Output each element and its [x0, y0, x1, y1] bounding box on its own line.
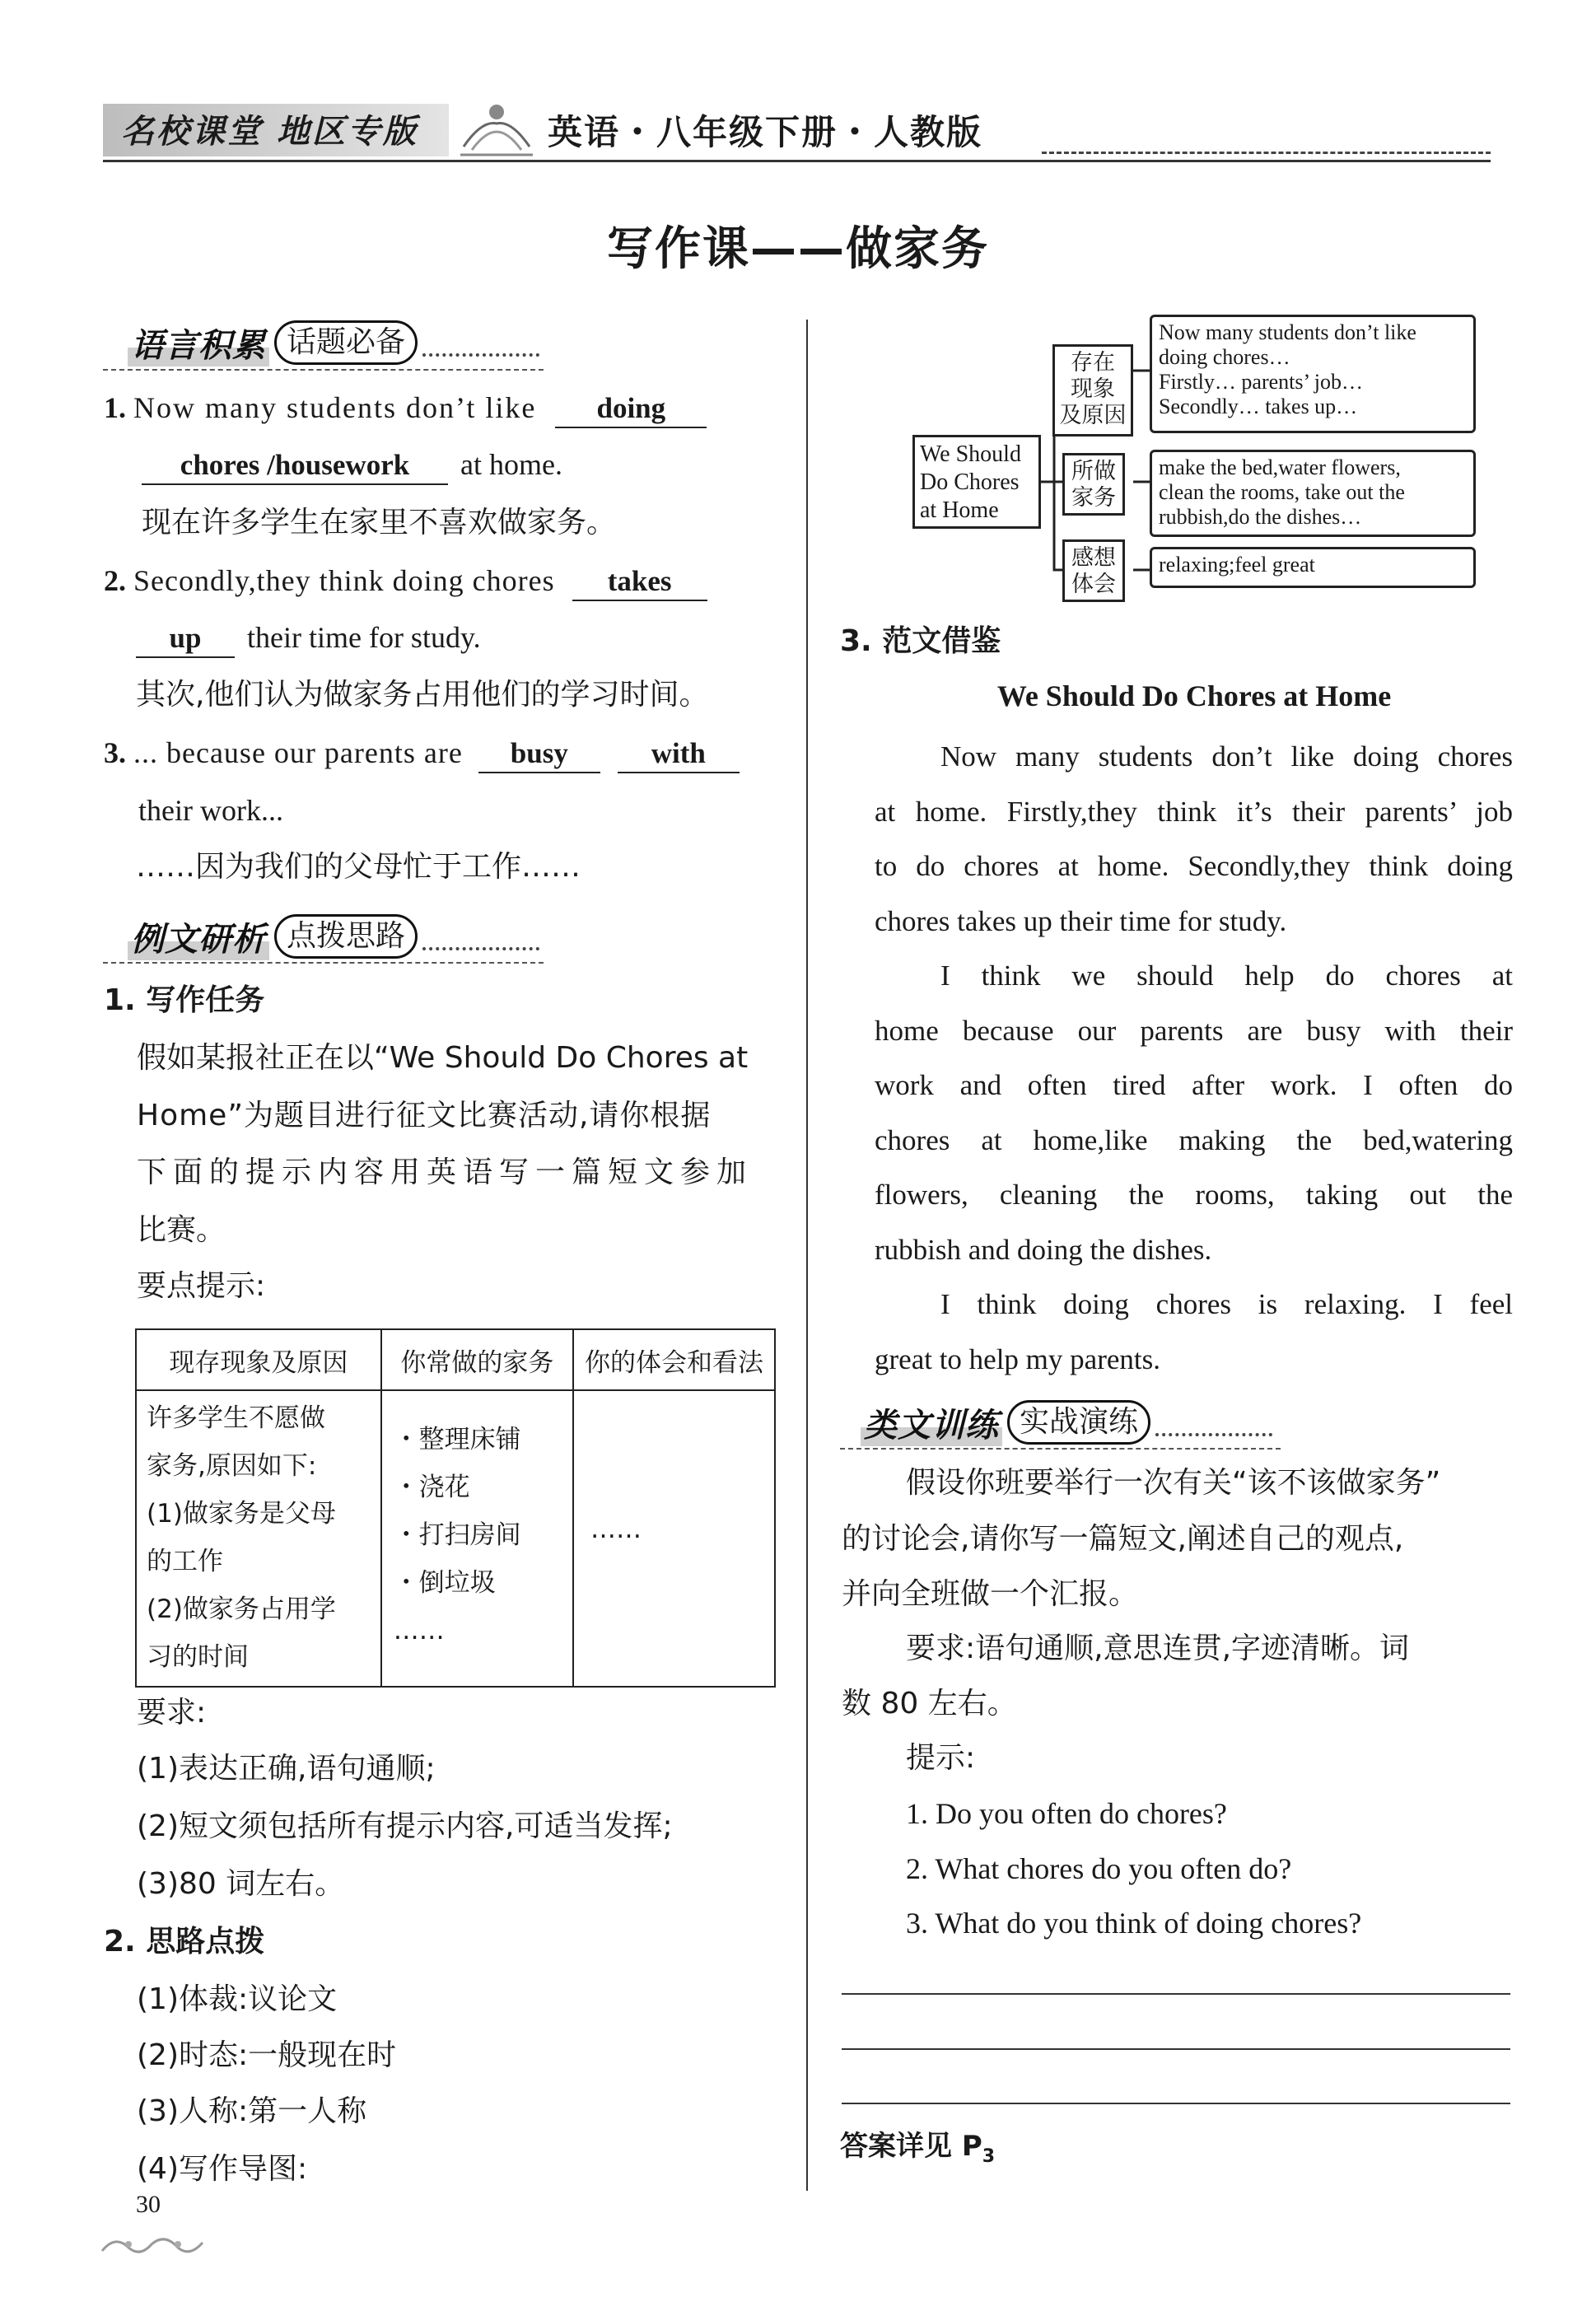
header-brand: 名校课堂 地区专版 [121, 113, 418, 151]
q3-blank2[interactable]: with [618, 735, 740, 773]
q3-post: their work... [138, 794, 283, 827]
thinking-item-1: (1)体裁:议论文 [137, 1982, 338, 2016]
practice-text-5: 数 80 左右。 [842, 1687, 1017, 1720]
q3-text: ... because our parents are [133, 736, 463, 769]
table-line: ・打扫房间 [393, 1520, 521, 1550]
root-line: We Should [920, 441, 1021, 467]
table-cell-phenomenon [136, 1390, 381, 1687]
table-line: 许多学生不愿做 [147, 1403, 325, 1433]
root-line: at Home [920, 497, 999, 523]
q1-text: Now many students don’t like [133, 391, 537, 424]
essay-line: chores at home,like making the bed,watering [875, 1123, 1513, 1156]
task-text-1: 假如某报社正在以“We Should Do Chores at [137, 1041, 749, 1075]
practice-question-3: 3. What do you think of doing chores? [906, 1907, 1362, 1940]
vocab-q1-line2 [142, 446, 562, 485]
section-rule [840, 1448, 1281, 1450]
branch-box-feelings [1150, 547, 1476, 588]
header-rule [103, 160, 1491, 162]
essay-line: flowers, cleaning the rooms, taking out the [875, 1179, 1513, 1211]
practice-text-4: 要求:语句通顺,意思连贯,字迹清晰。词 [906, 1632, 1410, 1665]
model-title: We Should Do Chores at Home [996, 679, 1392, 712]
essay-line: I think we should help do chores at [940, 959, 1513, 992]
thinking-item-3: (3)人称:第一人称 [137, 2094, 367, 2128]
table-line: …… [590, 1515, 642, 1544]
header-subject: 英语・八年级下册・人教版 [548, 112, 983, 152]
essay-line: home because our parents are busy with their [875, 1014, 1513, 1047]
table-header: 你常做的家务 [381, 1329, 573, 1390]
hint-table [135, 1328, 776, 1688]
task-text-3: 下面的提示内容用英语写一篇短文参加 [137, 1156, 754, 1189]
q1-post: at home. [460, 448, 562, 481]
answer-line[interactable] [842, 1993, 1510, 1995]
q1-translation: 现在许多学生在家里不喜欢做家务。 [142, 506, 617, 539]
q1-number: 1. [104, 391, 126, 424]
branch-box-line: clean the rooms, take out the [1159, 480, 1405, 504]
essay-line: chores takes up their time for study. [875, 904, 1287, 937]
branch-label-chores [1062, 453, 1125, 516]
header-fountain-icon [457, 96, 535, 161]
section-heading-analysis [128, 910, 539, 963]
essay-line: Now many students don’t like doing chores [940, 740, 1513, 773]
q3-blank1[interactable]: busy [478, 735, 600, 773]
vocab-q2-line2 [136, 619, 481, 658]
q1-blank2[interactable]: chores /housework [142, 447, 448, 485]
page-number: 30 [136, 2191, 161, 2218]
branch-label-phenomenon [1052, 344, 1133, 437]
task-text-4: 比赛。 [137, 1213, 226, 1247]
branch-label-line: 体会 [1071, 572, 1116, 597]
branch-label-line: 家务 [1071, 485, 1116, 511]
section-subtitle: 话题必备 [274, 320, 418, 365]
branch-box-line: rubbish,do the dishes… [1159, 505, 1362, 529]
table-line: 家务,原因如下: [147, 1451, 317, 1481]
q2-text: Secondly,they think doing chores [133, 564, 555, 597]
section-dots [422, 329, 539, 357]
practice-text-1: 假设你班要举行一次有关“该不该做家务” [906, 1466, 1441, 1500]
section-heading-practice [861, 1396, 1272, 1449]
branch-label-line: 存在 [1071, 350, 1115, 376]
answer-line[interactable] [842, 2103, 1510, 2104]
section-rule [103, 369, 544, 371]
requirement-2: (2)短文须包括所有提示内容,可适当发挥; [137, 1809, 673, 1843]
branch-box-line: Now many students don’t like [1159, 320, 1416, 344]
q2-translation: 其次,他们认为做家务占用他们的学习时间。 [136, 678, 709, 712]
model-essay [875, 730, 1513, 1387]
q2-number: 2. [104, 564, 126, 597]
q2-blank2[interactable]: up [136, 620, 235, 658]
page-header [103, 92, 1491, 168]
vocab-q3-line1 [104, 735, 740, 773]
answer-reference-page: 3 [982, 2145, 996, 2167]
answer-reference-text: 答案详见 P [840, 2130, 982, 2163]
header-dashed-rule [1042, 152, 1491, 154]
table-line: ・浇花 [393, 1473, 470, 1502]
section-title: 例文研析 [128, 913, 269, 960]
answer-line[interactable] [842, 2048, 1510, 2050]
branch-label-line: 现象 [1071, 376, 1115, 402]
branch-box-line: Firstly… parents’ job… [1159, 370, 1363, 394]
table-header: 现存现象及原因 [136, 1329, 381, 1390]
branch-box-line: Secondly… takes up… [1159, 395, 1358, 418]
model-heading: 3. 范文借鉴 [840, 624, 1001, 658]
section-title: 语言积累 [128, 320, 269, 366]
branch-box-chores [1150, 450, 1476, 537]
table-header: 你的体会和看法 [573, 1329, 775, 1390]
table-line: …… [393, 1616, 445, 1646]
essay-line: I think doing chores is relaxing. I feel [940, 1288, 1513, 1320]
task-heading: 1. 写作任务 [104, 983, 265, 1017]
branch-box-line: make the bed,water flowers, [1159, 455, 1401, 479]
branch-box-line: doing chores… [1159, 345, 1290, 369]
essay-line: to do chores at home. Secondly,they think doing [875, 850, 1513, 882]
table-line: (1)做家务是父母 [147, 1499, 336, 1529]
thinking-item-2: (2)时态:一般现在时 [137, 2038, 397, 2072]
section-heading-vocab [128, 316, 539, 369]
practice-hint-label: 提示: [906, 1741, 976, 1775]
section-subtitle: 实战演练 [1007, 1400, 1150, 1445]
practice-question-2: 2. What chores do you often do? [906, 1852, 1292, 1885]
q3-translation: ……因为我们的父母忙于工作…… [136, 850, 581, 884]
requirements-label: 要求: [137, 1696, 207, 1730]
section-title: 类文训练 [861, 1399, 1002, 1446]
practice-text-2: 的讨论会,请你写一篇短文,阐述自己的观点, [842, 1522, 1404, 1556]
branch-box-line: relaxing;feel great [1159, 553, 1315, 577]
requirement-3: (3)80 词左右。 [137, 1867, 345, 1901]
practice-question-1: 1. Do you often do chores? [906, 1797, 1227, 1830]
branch-label-feelings [1062, 539, 1125, 602]
essay-line: great to help my parents. [875, 1342, 1160, 1375]
section-dots [1155, 1408, 1272, 1436]
column-divider [806, 320, 808, 2191]
q3-number: 3. [104, 736, 126, 769]
table-cell-chores [381, 1390, 573, 1687]
section-rule [103, 962, 544, 964]
vocab-q2-line1 [104, 563, 707, 601]
task-text-2: Home”为题目进行征文比赛活动,请你根据 [137, 1099, 712, 1132]
branch-label-line: 及原因 [1059, 403, 1127, 428]
q1-blank1[interactable]: doing [555, 390, 707, 428]
branch-box-phenomenon [1150, 315, 1476, 433]
root-line: Do Chores [920, 469, 1020, 495]
essay-line: work and often tired after work. I often do [875, 1069, 1513, 1101]
footer-ornament-icon [99, 2228, 206, 2261]
page-title: 写作课——做家务 [607, 222, 989, 276]
table-line: ・倒垃圾 [393, 1568, 496, 1598]
branch-label-line: 所做 [1071, 459, 1116, 484]
essay-line: rubbish and doing the dishes. [875, 1233, 1212, 1266]
practice-text-3: 并向全班做一个汇报。 [842, 1577, 1139, 1611]
hint-label: 要点提示: [137, 1269, 266, 1303]
answer-reference [840, 2123, 995, 2167]
mind-map-root [912, 435, 1041, 529]
table-line: (2)做家务占用学 [147, 1594, 336, 1624]
thinking-heading: 2. 思路点拨 [104, 1925, 265, 1959]
table-cell-opinion [573, 1390, 775, 1687]
essay-line: at home. Firstly,they think it’s their parents’ job [875, 795, 1513, 828]
table-line: 习的时间 [147, 1642, 249, 1672]
vocab-q1-line1 [104, 390, 707, 428]
thinking-item-4: (4)写作导图: [137, 2152, 308, 2186]
table-line: ・整理床铺 [393, 1425, 521, 1454]
branch-label-line: 感想 [1071, 545, 1116, 571]
q2-blank1[interactable]: takes [572, 563, 707, 601]
requirement-1: (1)表达正确,语句通顺; [137, 1752, 436, 1786]
q2-post: their time for study. [247, 621, 481, 654]
table-line: 的工作 [147, 1547, 223, 1576]
section-dots [422, 922, 539, 950]
section-subtitle: 点拨思路 [274, 914, 418, 959]
